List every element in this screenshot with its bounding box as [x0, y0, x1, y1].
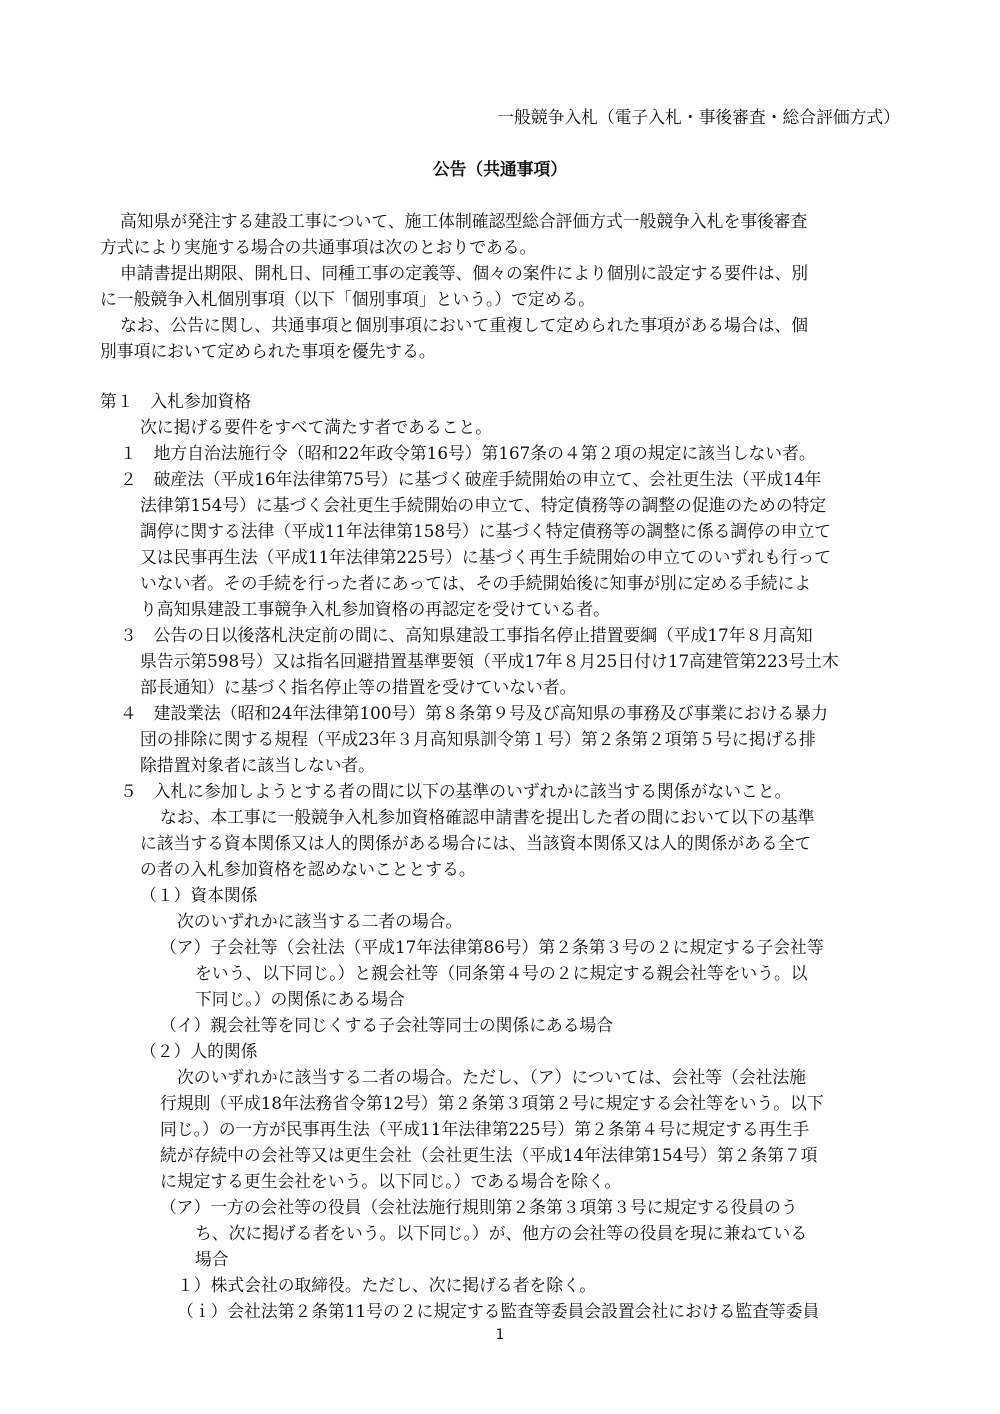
body-text-line: なお、公告に関し、共通事項と個別事項において重複して定められた事項がある場合は、個 — [120, 315, 809, 335]
body-text-line: 別事項において定められた事項を優先する。 — [100, 341, 436, 361]
body-text-line: 法律第154号）に基づく会社更生手続開始の申立て、特定債務等の調整の促進のための特定 — [140, 495, 827, 515]
body-text-line: （イ）親会社等を同じくする子会社等同士の関係にある場合 — [160, 1015, 614, 1035]
body-text-line: （１）資本関係 — [140, 885, 258, 905]
body-text-line: いない者。その手続を行った者にあっては、その手続開始後に知事が別に定める手続によ — [140, 573, 812, 593]
body-text-line: 下同じ。）の関係にある場合 — [195, 989, 405, 1009]
body-text-line: なお、本工事に一般競争入札参加資格確認申請書を提出した者の間において以下の基準 — [160, 807, 815, 827]
page-number: 1 — [495, 1327, 505, 1343]
body-text-line: ４ 建設業法（昭和24年法律第100号）第８条第９号及び高知県の事務及び事業における暴力 — [120, 703, 828, 723]
body-text-line: 方式により実施する場合の共通事項は次のとおりである。 — [100, 237, 537, 257]
body-text-line: に規定する更生会社をいう。以下同じ。）である場合を除く。 — [160, 1171, 622, 1191]
body-text-line: 県告示第598号）又は指名回避措置基準要領（平成17年８月25日付け17高建管第223号土木 — [140, 651, 839, 671]
body-text-line: をいう、以下同じ。）と親会社等（同条第４号の２に規定する親会社等をいう。以 — [195, 963, 808, 983]
body-text-line: 場合 — [195, 1249, 229, 1269]
bidding-method-heading: 一般競争入札（電子入札・事後審査・総合評価方式） — [497, 107, 900, 127]
body-text-line: ３ 公告の日以後落札決定前の間に、高知県建設工事指名停止措置要綱（平成17年８月高知 — [120, 625, 813, 645]
body-text-line: ５ 入札に参加しようとする者の間に以下の基準のいずれかに該当する関係がないこと。 — [120, 781, 792, 801]
body-text-line: 除措置対象者に該当しない者。 — [140, 755, 375, 775]
body-text-line: 次のいずれかに該当する二者の場合。ただし、（ア）については、会社等（会社法施 — [177, 1067, 806, 1087]
body-text-line: 第１ 入札参加資格 — [100, 391, 252, 411]
body-text-line: 次に掲げる要件をすべて満たす者であること。 — [140, 417, 493, 437]
body-text-line: ２ 破産法（平成16年法律第75号）に基づく破産手続開始の申立て、会社更生法（平成14年 — [120, 469, 822, 489]
body-text-line: 続が存続中の会社等又は更生会社（会社更生法（平成14年法律第154号）第２条第７項 — [160, 1145, 818, 1165]
body-text-line: 申請書提出期限、開札日、同種工事の定義等、個々の案件により個別に設定する要件は、別 — [120, 263, 809, 283]
body-text-line: の者の入札参加資格を認めないこととする。 — [140, 859, 476, 879]
body-text-line: に一般競争入札個別事項（以下「個別事項」という。）で定める。 — [100, 289, 596, 309]
body-text-line: 同じ。）の一方が民事再生法（平成11年法律第225号）第２条第４号に規定する再生手 — [160, 1119, 810, 1139]
body-text-line: 高知県が発注する建設工事について、施工体制確認型総合評価方式一般競争入札を事後審査 — [120, 211, 808, 231]
body-text-line: １）株式会社の取締役。ただし、次に掲げる者を除く。 — [177, 1275, 597, 1295]
page-title: 公告（共通事項） — [432, 159, 568, 179]
body-text-line: 又は民事再生法（平成11年法律第225号）に基づく再生手続開始の申立てのいずれも行って — [140, 547, 832, 567]
body-text-line: ち、次に掲げる者をいう。以下同じ。）が、他方の会社等の役員を現に兼ねている — [195, 1223, 808, 1243]
body-text-line: （ア）一方の会社等の役員（会社法施行規則第２条第３項第３号に規定する役員のう — [160, 1197, 798, 1217]
body-text-line: （ｉ）会社法第２条第11号の２に規定する監査等委員会設置会社における監査等委員 — [177, 1301, 820, 1321]
body-text-line: り高知県建設工事競争入札参加資格の再認定を受けている者。 — [140, 599, 610, 619]
body-text-line: （２）人的関係 — [140, 1041, 258, 1061]
body-text-line: （ア）子会社等（会社法（平成17年法律第86号）第２条第３号の２に規定する子会社等 — [160, 937, 824, 957]
body-text-line: 団の排除に関する規程（平成23年３月高知県訓令第１号）第２条第２項第５号に掲げる排 — [140, 729, 816, 749]
body-text-line: 次のいずれかに該当する二者の場合。 — [177, 911, 463, 931]
body-text-line: 行規則（平成18年法務省令第12号）第２条第３項第２号に規定する会社等をいう。以下 — [160, 1093, 824, 1113]
body-text-line: に該当する資本関係又は人的関係がある場合には、当該資本関係又は人的関係がある全て — [140, 833, 812, 853]
body-text-line: 調停に関する法律（平成11年法律第158号）に基づく特定債務等の調整に係る調停の申立て — [140, 521, 832, 541]
body-text-line: １ 地方自治法施行令（昭和22年政令第16号）第167条の４第２項の規定に該当しない者。 — [120, 443, 816, 463]
body-text-line: 部長通知）に基づく指名停止等の措置を受けていない者。 — [140, 677, 577, 697]
